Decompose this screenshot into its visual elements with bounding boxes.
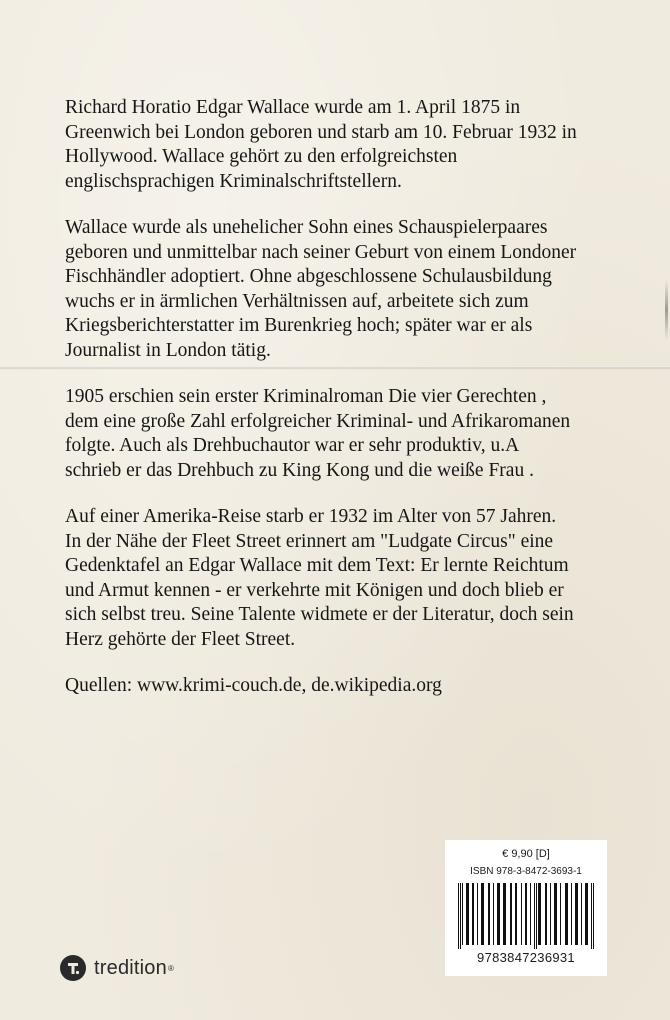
barcode-bar	[460, 883, 461, 949]
barcode-bar	[525, 883, 527, 945]
paragraph-youth: Wallace wurde als unehelicher Sohn eines Schauspielerpaares geboren und unmittelbar nach seiner Geburt von einem Londoner Fischhändler adoptiert. Ohne abgeschlossene Schulausbildung wuchs er in ärmlichen Verhältnissen auf, arbeitete sich zum Kriegsberichterstatter im Burenkrieg hoch; später war er als Journalist in London tätig.	[65, 217, 577, 361]
barcode-bar	[585, 883, 588, 945]
barcode-bar	[554, 883, 557, 945]
barcode-bar	[515, 883, 517, 945]
paragraph-works: 1905 erschien sein erster Kriminalroman Die vier Gerechten , dem eine große Zahl erfolgreicher Kriminal- und Afrikaromanen folgte. Auch als Drehbuchautor war er sehr produktiv, u.A schrieb er das Drehbuch zu King Kong und die weiße Frau .	[65, 386, 571, 481]
barcode-bar	[466, 883, 469, 945]
isbn-label: ISBN 978-3-8472-3693-1	[470, 866, 582, 877]
barcode-bar	[481, 883, 484, 945]
paragraph-death: Auf einer Amerika-Reise starb er 1932 im Alter von 57 Jahren. In der Nähe der Fleet Street erinnert am "Ludgate Circus" eine Gedenktafel an Edgar Wallace mit dem Text: Er lernte Reichtum und Armut kennen - er verkehrte mit Königen und doch blieb er sich selbst treu. Seine Talente widmete er der Literatur, doch sein Herz gehörte der Fleet Street.	[65, 506, 574, 650]
barcode-bar	[497, 883, 500, 945]
biography-text	[65, 96, 625, 721]
barcode-bar	[503, 883, 506, 945]
paragraph-sources: Quellen: www.krimi-couch.de, de.wikipedia.org	[65, 675, 442, 696]
barcode-bar	[545, 883, 547, 945]
barcode-bar	[493, 883, 494, 945]
barcode-digits: 9783847236931	[477, 950, 575, 965]
publisher-name: tredition	[94, 956, 167, 979]
barcode-bar	[536, 883, 537, 949]
barcode-bar	[538, 883, 541, 945]
barcode-bar	[591, 883, 592, 949]
paragraph-birth: Richard Horatio Edgar Wallace wurde am 1. April 1875 in Greenwich bei London geboren und starb am 10. Februar 1932 in Hollywood. Wallace gehört zu den erfolgreichsten englischsprachigen Kriminalschriftstellern.	[65, 97, 577, 192]
barcode-panel	[445, 840, 607, 976]
barcode-bar	[534, 883, 535, 949]
barcode-bar	[488, 883, 490, 945]
barcode-bar	[575, 883, 578, 945]
edge-shadow	[665, 280, 668, 340]
publisher-brand	[60, 954, 174, 982]
barcode-bar	[550, 883, 551, 945]
barcode-bar	[571, 883, 572, 945]
barcode-bar	[510, 883, 512, 945]
barcode-bar	[472, 883, 474, 945]
barcode-bar	[458, 883, 459, 949]
barcode-bar	[462, 883, 463, 945]
price-label: € 9,90 [D]	[502, 848, 550, 860]
trademark-mark: ®	[167, 963, 174, 973]
barcode-bar	[560, 883, 561, 945]
barcode-graphic	[456, 883, 596, 949]
barcode-bar	[530, 883, 531, 945]
barcode-bar	[593, 883, 594, 949]
tredition-logo-icon	[60, 955, 86, 981]
barcode-bar	[521, 883, 522, 945]
barcode-bar	[581, 883, 582, 945]
barcode-bar	[565, 883, 568, 945]
barcode-bar	[477, 883, 478, 945]
